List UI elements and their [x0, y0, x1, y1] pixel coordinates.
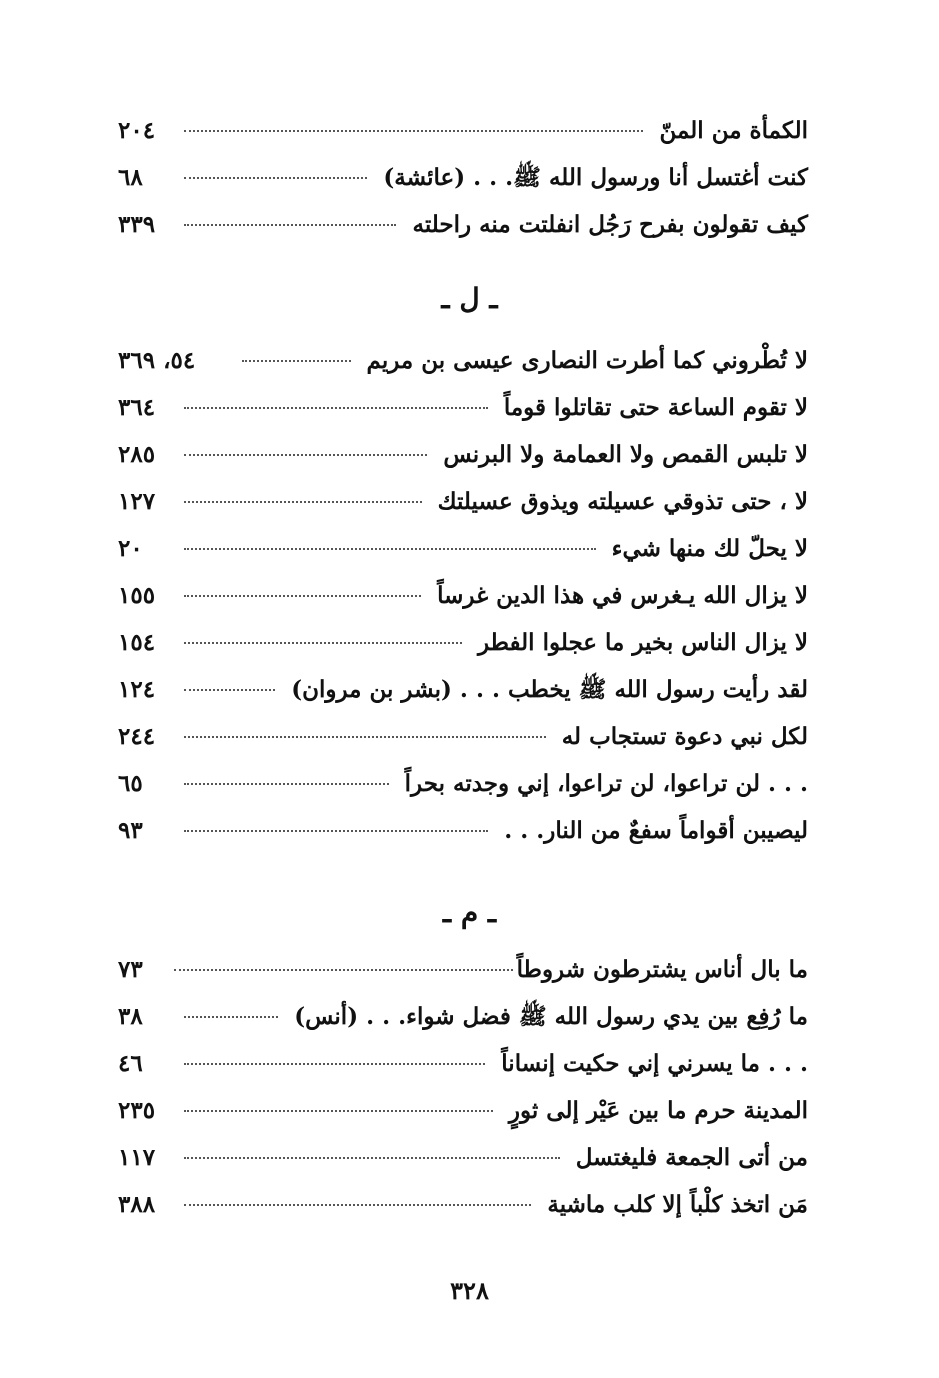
leader-dots — [184, 548, 596, 550]
entry-text: لكل نبي دعوة تستجاب له — [561, 723, 808, 750]
page-number: ٣٢٨ — [450, 1276, 489, 1305]
index-entry — [118, 1134, 808, 1181]
entry-page: ٣٨ — [118, 1003, 143, 1030]
entry-page: ١٥٤ — [118, 629, 156, 656]
index-entry — [118, 1087, 808, 1134]
leader-dots — [184, 177, 367, 179]
entry-page: ٢٠ — [118, 535, 143, 562]
leader-dots — [184, 1063, 485, 1065]
leader-dots — [242, 360, 351, 362]
entry-page: ٧٣ — [118, 956, 143, 983]
index-group-mim — [118, 946, 808, 1228]
index-entry — [118, 713, 808, 760]
leader-dots — [184, 224, 396, 226]
entry-text: من أتى الجمعة فليغتسل — [575, 1144, 808, 1171]
index-group-lam — [118, 337, 808, 854]
entry-text: . . . ما يسرني إني حكيت إنساناً — [501, 1050, 808, 1077]
leader-dots — [184, 130, 643, 132]
index-entry — [118, 993, 808, 1040]
entry-text: . . . لن تراعوا، لن تراعوا، إني وجدته بحراً — [404, 770, 808, 797]
leader-dots — [184, 1157, 560, 1159]
entry-page: ٣٦٤ — [118, 394, 156, 421]
entry-page: ٢٨٥ — [118, 441, 156, 468]
index-entry — [118, 1040, 808, 1087]
index-entry — [118, 337, 808, 384]
entry-page: ٩٣ — [118, 817, 143, 844]
index-entry — [118, 760, 808, 807]
entry-text: المدينة حرم ما بين عَيْر إلى ثورٍ — [508, 1097, 808, 1124]
index-entry — [118, 619, 808, 666]
entry-text: لا يزال الناس بخير ما عجلوا الفطر — [477, 629, 808, 656]
leader-dots — [184, 642, 462, 644]
index-entry — [118, 154, 808, 201]
index-entry — [118, 201, 808, 248]
leader-dots — [184, 1016, 278, 1018]
entry-page: ٣٣٩ — [118, 211, 156, 238]
entry-page: ٢٤٤ — [118, 723, 156, 750]
entry-page: ٥٤، ٣٦٩ — [118, 347, 196, 374]
index-entry — [118, 666, 808, 713]
leader-dots — [174, 969, 513, 971]
entry-text: لا تلبس القمص ولا العمامة ولا البرنس — [443, 441, 808, 468]
entry-page: ١١٧ — [118, 1144, 156, 1171]
entry-text: كنت أغتسل أنا ورسول الله ﷺ. . . (عائشة) — [383, 164, 808, 191]
entry-text: مَن اتخذ كلْباً إلا كلب ماشية — [547, 1191, 808, 1218]
index-entry — [118, 384, 808, 431]
index-group-kaf — [118, 107, 808, 248]
entry-page: ٦٨ — [118, 164, 143, 191]
entry-page: ٦٥ — [118, 770, 143, 797]
entry-text: الكمأة من المنّ — [659, 117, 808, 144]
index-entry — [118, 946, 808, 993]
entry-page: ٢٠٤ — [118, 117, 156, 144]
index-entry — [118, 572, 808, 619]
entry-text: ما رُفِع بين يدي رسول الله ﷺ فضل شواء. . . (أنس) — [294, 1003, 808, 1030]
leader-dots — [184, 783, 389, 785]
index-entry — [118, 1181, 808, 1228]
entry-text: لا يزال الله يـغرس في هذا الدين غرساً — [437, 582, 808, 609]
entry-text: لا يحلّ لك منها شيء — [611, 535, 808, 562]
leader-dots — [184, 830, 488, 832]
leader-dots — [184, 595, 421, 597]
index-entry — [118, 107, 808, 154]
entry-page: ٣٨٨ — [118, 1191, 156, 1218]
leader-dots — [184, 454, 427, 456]
entry-text: ما بال أناس يشترطون شروطاً — [516, 956, 808, 983]
entry-page: ٢٣٥ — [118, 1097, 156, 1124]
entry-text: لقد رأيت رسول الله ﷺ يخطب . . . (بشر بن مروان) — [291, 676, 808, 703]
leader-dots — [184, 501, 422, 503]
entry-page: ٤٦ — [118, 1050, 143, 1077]
leader-dots — [184, 736, 546, 738]
entry-page: ١٢٤ — [118, 676, 156, 703]
leader-dots — [184, 1110, 493, 1112]
entry-text: ليصيبن أقواماً سفعٌ من النار. . . — [504, 817, 808, 844]
index-entry — [118, 478, 808, 525]
leader-dots — [184, 689, 275, 691]
entry-page: ١٥٥ — [118, 582, 156, 609]
index-entry — [118, 431, 808, 478]
index-entry — [118, 525, 808, 572]
section-heading-mim: ـ م ـ — [442, 896, 497, 929]
entry-text: كيف تقولون بفرح رَجُل انفلتت منه راحلته — [412, 211, 808, 238]
entry-text: لا تقوم الساعة حتى تقاتلوا قوماً — [503, 394, 808, 421]
section-heading-lam: ـ ل ـ — [441, 282, 498, 315]
leader-dots — [184, 1204, 531, 1206]
entry-text: لا ، حتى تذوقي عسيلته ويذوق عسيلتك — [437, 488, 808, 515]
leader-dots — [184, 407, 488, 409]
entry-text: لا تُطْروني كما أطرت النصارى عيسى بن مريم — [366, 347, 808, 374]
index-entry — [118, 807, 808, 854]
entry-page: ١٢٧ — [118, 488, 156, 515]
